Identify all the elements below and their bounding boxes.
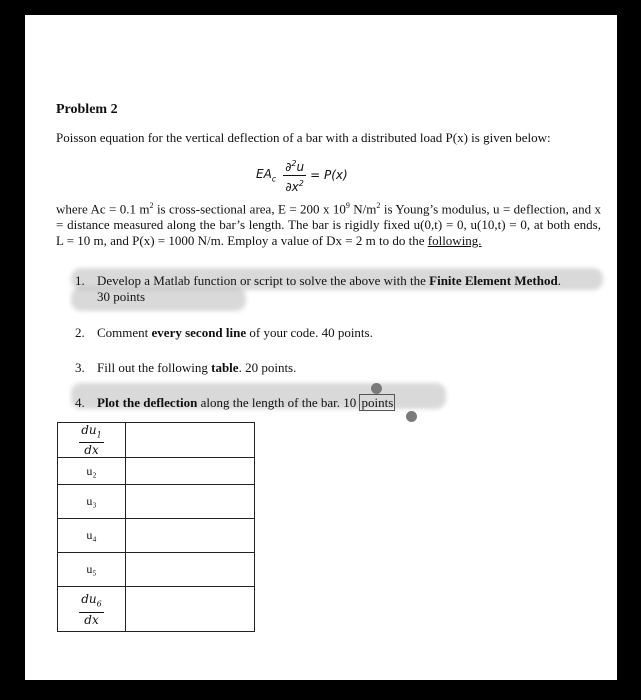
value-cell[interactable] (126, 519, 255, 553)
value-cell[interactable] (126, 587, 255, 632)
problem-intro: Poisson equation for the vertical deflection of a bar with a distributed load P(x) is given below: (56, 130, 551, 145)
row-label: u₄ (58, 519, 126, 553)
row-label: u₂ (58, 458, 126, 485)
poisson-equation (256, 154, 348, 196)
value-cell[interactable] (126, 423, 255, 458)
value-cell[interactable] (126, 458, 255, 485)
equation-lhs: $EA_c$ (256, 166, 277, 184)
table-row (58, 458, 255, 485)
list-item: 2. Comment every second line of your code. 40 points. (75, 325, 373, 340)
problem-description: where Ac = 0.1 $m^2$ is cross-sectional area, E = 200 x $10^9$ $N/m^2$ is Young’s modulus, u = deflection, and x = distance measured along the bar’s length. The bar is rigidly fixed u(0,t) = 0, u(10,t) = 0, at both ends, L = 10 m, and P(x) = 1000 N/m. Employ a value of Dx = 2 m to do the following. (56, 201, 601, 249)
table-row (58, 587, 255, 632)
selection-end-handle[interactable] (406, 411, 417, 422)
table-row (58, 519, 255, 553)
table-row (58, 485, 255, 519)
table-row (58, 553, 255, 587)
table-row (58, 423, 255, 458)
selection-start-handle[interactable] (371, 383, 382, 394)
row-label: u₃ (58, 485, 126, 519)
list-item: 3. Fill out the following table. 20 points. (75, 360, 297, 375)
selected-text[interactable]: points (361, 395, 394, 410)
list-item: 1. Develop a Matlab function or script to solve the above with the Finite Element Method. 30 points (75, 273, 561, 304)
value-cell[interactable] (126, 485, 255, 519)
row-label: u₅ (58, 553, 126, 587)
equation-fraction: $\frac{\partial^2u}{\partial x^2}$ (283, 156, 306, 195)
row-label: $\frac{du_6}{dx}$ (58, 587, 126, 632)
equation-rhs: = P(x) (310, 168, 348, 182)
document-page (25, 15, 617, 680)
problem-title: Problem 2 (56, 102, 118, 117)
row-label: $\frac{du_1}{dx}$ (58, 423, 126, 458)
value-cell[interactable] (126, 553, 255, 587)
data-table (57, 422, 255, 632)
list-item: 4. Plot the deflection along the length of the bar. 10 points (75, 395, 394, 410)
